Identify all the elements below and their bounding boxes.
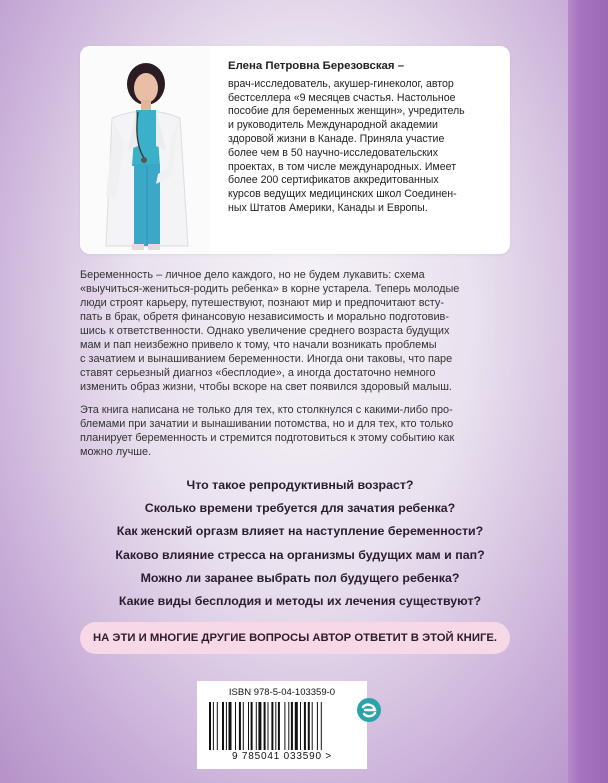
barcode-bar	[251, 702, 253, 750]
barcode-bar	[275, 702, 276, 750]
barcode-bar	[291, 702, 293, 750]
barcode-bar	[229, 702, 232, 750]
isbn-number: ISBN 978-5-04-103359-0	[228, 687, 336, 698]
bio-line: бестселлера «9 месяцев счастья. Настольное	[228, 91, 456, 104]
barcode-bars	[209, 702, 355, 750]
barcode-block	[197, 681, 367, 769]
barcode-bar	[308, 702, 310, 750]
question-item: Что такое репродуктивный возраст?	[186, 478, 414, 492]
eksmo-logo-icon	[356, 697, 382, 723]
text-line: шись к ответственности. Однако увеличение среднего возраста будущих	[80, 325, 450, 337]
author-photo-illustration	[80, 46, 210, 254]
barcode-bar	[209, 702, 211, 750]
barcode-bar	[235, 702, 236, 750]
barcode-bar	[248, 702, 249, 750]
text-line: «выучиться-жениться-родить ребенка» в корне устарела. Теперь молодые	[80, 283, 460, 295]
barcode-bar	[222, 702, 224, 750]
barcode-bar	[288, 702, 289, 750]
book-spine	[568, 0, 608, 783]
text-line: с зачатием и вынашиванием беременности. Иногда они таковы, что паре	[80, 353, 453, 365]
author-bio	[228, 60, 500, 216]
bio-line: более чем в 50 научно-исследовательских	[228, 146, 438, 159]
question-item: Сколько времени требуется для зачатия ребенка?	[144, 501, 456, 516]
text-line: Эта книга написана не только для тех, кто столкнулся с какими-либо про-	[80, 404, 453, 416]
bio-line: более 200 сертификатов аккредитованных	[228, 174, 439, 187]
question-item: Можно ли заранее выбрать пол будущего ребенка?	[140, 570, 460, 585]
barcode-bar	[278, 702, 280, 750]
bio-line: здоровой жизни в Канаде. Приняла участие	[228, 132, 445, 145]
barcode-bar	[295, 702, 298, 750]
text-line: ставят серьезный диагноз «бесплодие», а иногда достаточно немного	[80, 367, 436, 379]
barcode-bar	[256, 702, 257, 750]
barcode-bar	[300, 702, 301, 750]
bio-line: проектах, в том числе международных. Имеет	[228, 160, 457, 173]
barcode-bar	[271, 702, 273, 750]
bio-line: пособие для беременных женщин», учредитель	[228, 105, 465, 118]
questions-list	[60, 474, 540, 613]
text-line: Беременность – личное дело каждого, но не будем лукавить: схема	[80, 269, 425, 281]
barcode-bar	[217, 702, 218, 750]
text-line: планирует беременность и стремится подготовиться к этому событию как	[80, 432, 455, 444]
bio-line: курсов ведущих медицинских школ Соединен-	[228, 188, 457, 201]
call-to-action-banner: НА ЭТИ И МНОГИЕ ДРУГИЕ ВОПРОСЫ АВТОР ОТВЕТИТ В ЭТОЙ КНИГЕ.	[80, 622, 510, 654]
description-paragraph-2	[80, 403, 510, 459]
author-card	[80, 46, 510, 254]
text-line: блемами при зачатии и вынашивании потомства, но и для тех, кто только	[80, 418, 454, 430]
author-photo	[80, 46, 210, 254]
bio-line: и руководитель Международной академии	[228, 119, 438, 132]
question-item: Какие виды бесплодия и методы их лечения существуют?	[118, 593, 482, 608]
book-description	[80, 268, 510, 468]
barcode-bar	[321, 702, 322, 750]
text-line: люди строят карьеру, путешествуют, познают мир и предпочитают всту-	[80, 297, 444, 309]
author-name-dash: –	[394, 60, 405, 72]
text-line: мам и пап неизбежно привело к тому, что начали возникать проблемы	[80, 339, 437, 351]
text-line: изменить образ жизни, чтобы вскоре на свет появился здоровый малыш.	[80, 381, 452, 393]
bio-line: врач-исследователь, акушер-гинеколог, автор	[228, 77, 454, 90]
barcode-bar	[258, 702, 261, 750]
barcode-bar	[264, 702, 266, 750]
text-line: пать в брак, обретя финансовую независимость и морально подготовив-	[80, 311, 449, 323]
author-name: Елена Петровна Березовская	[228, 60, 395, 72]
question-item: Каково влияние стресса на организмы будущих мам и пап?	[115, 547, 485, 562]
description-paragraph-1	[80, 268, 510, 394]
bio-line: ных Штатов Америки, Канады и Европы.	[228, 201, 428, 214]
barcode-bar	[304, 702, 306, 750]
text-line: можно лучше.	[80, 446, 152, 458]
ean-number: 9 785041 033590 >	[231, 751, 333, 762]
barcode-bar	[268, 702, 269, 750]
barcode-bar	[213, 702, 214, 750]
barcode-bar	[312, 702, 313, 750]
barcode-bar	[243, 702, 244, 750]
barcode-bar	[239, 702, 241, 750]
barcode-bar	[317, 702, 318, 750]
barcode-bar	[284, 702, 285, 750]
barcode-bar	[226, 702, 227, 750]
question-item: Как женский оргазм влияет на наступление беременности?	[116, 524, 484, 539]
